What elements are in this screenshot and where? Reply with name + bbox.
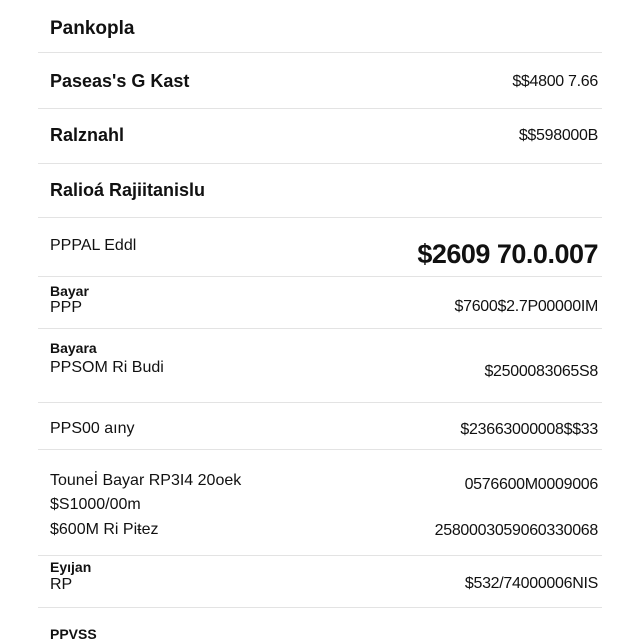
divider (38, 163, 602, 164)
row-5-label: PPP (50, 299, 83, 316)
row-2-label: Ralznahl (50, 125, 125, 145)
row-1-label: Paseas's G Kast (50, 71, 190, 91)
row-1-amount: $$4800 7.66 (512, 73, 598, 90)
row-5-label-top: Bayar (50, 283, 89, 299)
row-12-label: PPVSS (50, 626, 97, 642)
row-6-amount: $2500083065S8 (484, 363, 598, 380)
row-10-amount: 2580003059060330068 (434, 522, 598, 539)
row-11-amount: $532/74000006NIS (464, 575, 598, 592)
row-11-label: RP (50, 576, 73, 593)
row-4-amount: $2609 70.0.007 (417, 239, 598, 269)
row-6-label-top: Bayara (50, 340, 97, 356)
row-2-amount: $$598000B (518, 127, 598, 144)
divider (38, 108, 602, 109)
row-6-label: PPSOM Ri Budi (50, 359, 164, 376)
row-3-label: Ralioá Rajiitanislu (50, 180, 206, 200)
row-8-amount: 0576600M0009006 (464, 476, 598, 493)
row-7-label: PPS00 aıny (50, 420, 135, 437)
row-10-label: $600M Ri Piŧez (50, 521, 159, 538)
divider (38, 607, 602, 608)
row-7-amount: $23663000008$$33 (460, 421, 598, 438)
row-8-label: Touneİ Bayar RP3I4 20oek (50, 472, 242, 489)
divider (38, 52, 602, 53)
row-9-label: $S1000/00m (50, 496, 141, 513)
divider (38, 449, 602, 450)
divider (38, 276, 602, 277)
divider (38, 555, 602, 556)
row-4-label: PPPAL Eddl (50, 237, 137, 254)
divider (38, 402, 602, 403)
document-title: Pankopla (50, 18, 135, 39)
divider (38, 328, 602, 329)
divider (38, 217, 602, 218)
row-5-amount: $7600$2.7P00000IM (454, 298, 598, 315)
row-11-label-top: Eyıjan (50, 559, 92, 575)
